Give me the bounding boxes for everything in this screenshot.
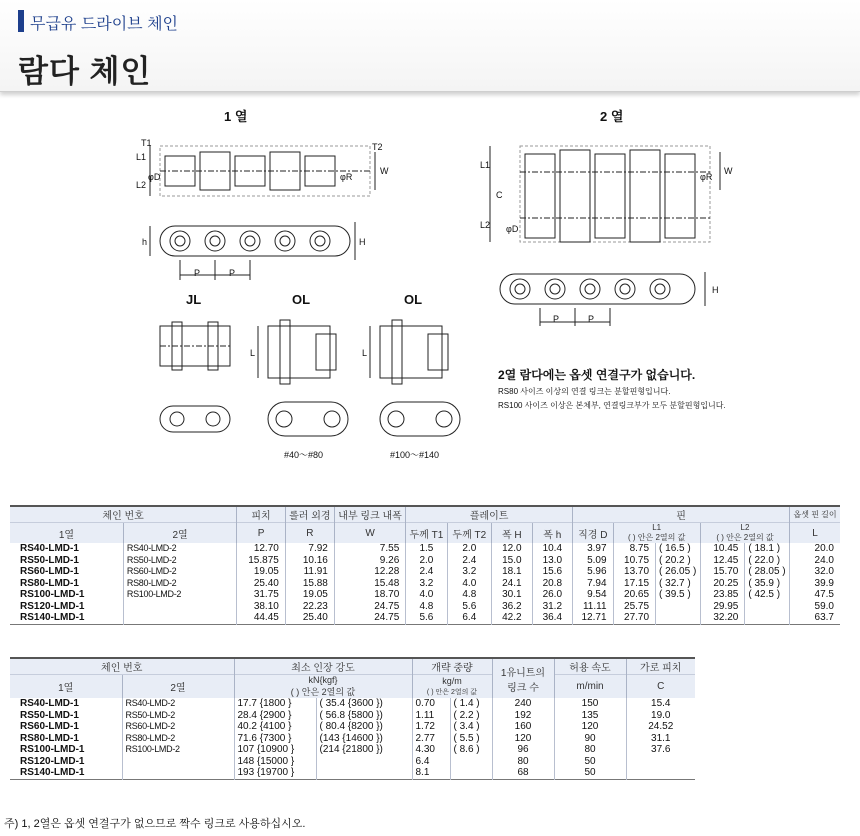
cell-c2 [122, 767, 234, 779]
ol-a-dim-l: L [250, 348, 256, 358]
cell-l1b [656, 612, 701, 624]
double-row-top-view [490, 146, 720, 242]
chain-drawings [0, 100, 860, 500]
cell-l1: 13.70 [613, 566, 656, 578]
cell-r: 22.23 [285, 601, 334, 613]
chain-diagram [0, 100, 860, 500]
pitch-header: 피치 [237, 506, 286, 523]
dim-d: φD [148, 172, 161, 182]
dim2-w: W [724, 166, 733, 176]
cell-c1: RS140-LMD-1 [20, 767, 85, 778]
cell-d: 5.09 [573, 555, 613, 567]
cell-c1: RS100-LMD-1 [20, 744, 85, 755]
cell-ts2: ( 80.4 {8200 }) [316, 721, 412, 733]
cell-c1: RS40-LMD-1 [20, 543, 79, 554]
cell-l2: 29.95 [700, 601, 745, 613]
cell-wt2: ( 1.4 ) [450, 698, 492, 710]
cell-l2b: ( 35.9 ) [745, 578, 790, 590]
cell-lk: 240 [492, 698, 554, 710]
cell-wt: 6.4 [412, 756, 450, 768]
cell-t1: 4.8 [406, 601, 447, 613]
cell-t2: 2.0 [447, 543, 492, 555]
cell-ts: 107 {10900 } [234, 744, 316, 756]
cell-t1: 1.5 [406, 543, 447, 555]
category-label: 무급유 드라이브 체인 [30, 16, 178, 33]
cell-ts: 28.4 {2900 } [234, 710, 316, 722]
cell-lk: 68 [492, 767, 554, 779]
cell-ts: 40.2 {4100 } [234, 721, 316, 733]
cell-d: 9.54 [573, 589, 613, 601]
cell-H: 18.1 [492, 566, 532, 578]
cell-l1b: ( 32.7 ) [656, 578, 701, 590]
pin-diameter-header: 직경 D [573, 523, 613, 544]
strength-row [10, 733, 695, 745]
dim-l1: L1 [136, 152, 147, 162]
cell-c2: RS40-LMD-2 [123, 543, 236, 555]
cell-cp: 15.4 [626, 698, 695, 710]
dimensions-row [10, 543, 840, 555]
cell-t1: 4.0 [406, 589, 447, 601]
cell-lk: 96 [492, 744, 554, 756]
cell-c1: RS140-LMD-1 [20, 612, 85, 623]
cross-pitch-header: 가로 피치 [626, 658, 695, 675]
dim2-h: H [712, 285, 719, 295]
strength-row [10, 710, 695, 722]
cell-l2b [745, 601, 790, 613]
cell-ts2: (143 {14600 }) [316, 733, 412, 745]
cell-t2: 5.6 [447, 601, 492, 613]
double-row-label: 2 열 [600, 109, 624, 124]
cell-l1: 17.15 [613, 578, 656, 590]
small-h-header: 폭 h [532, 523, 572, 544]
cell-l1: 27.70 [613, 612, 656, 624]
t2-header: 두께 T2 [447, 523, 492, 544]
dimensions-row [10, 555, 840, 567]
roller-header: 롤러 외경 [285, 506, 334, 523]
cell-d: 12.71 [573, 612, 613, 624]
ol-a-label: OL [292, 292, 311, 307]
cell-c1: RS100-LMD-1 [20, 589, 85, 600]
cell-w: 15.48 [334, 578, 405, 590]
dim2-p-b: P [588, 314, 595, 324]
dim2-l1: L1 [480, 160, 491, 170]
double-row-note-2: RS100 사이즈 이상은 본체부, 연결링크부가 모두 분할핀형입니다. [498, 401, 726, 410]
cell-lk: 80 [492, 756, 554, 768]
l2-symbol: L2 [740, 523, 750, 532]
cell-t2: 4.0 [447, 578, 492, 590]
cell-d: 3.97 [573, 543, 613, 555]
dim-big-h: H [359, 237, 366, 247]
dim-t1: T1 [141, 138, 152, 148]
cell-l2b: ( 42.5 ) [745, 589, 790, 601]
cell-l1: 20.65 [613, 589, 656, 601]
cell-l2b: ( 18.1 ) [745, 543, 790, 555]
dim2-c: C [496, 190, 503, 200]
cell-c1: RS80-LMD-1 [20, 732, 79, 744]
cell-l2b: ( 28.05 ) [745, 566, 790, 578]
cell-l: 20.0 [790, 543, 840, 555]
cell-ts2 [316, 767, 412, 779]
cell-c2: RS50-LMD-2 [123, 555, 236, 567]
cell-c1: RS120-LMD-1 [20, 755, 85, 767]
cross-pitch-symbol: C [626, 675, 695, 699]
cell-H: 42.2 [492, 612, 532, 624]
cell-h: 13.0 [532, 555, 572, 567]
cell-c1: RS50-LMD-1 [20, 554, 79, 566]
cell-c2: RS40-LMD-2 [122, 698, 234, 710]
strength-row [10, 744, 695, 756]
cell-p: 31.75 [237, 589, 286, 601]
page-title: 람다 체인 [18, 54, 152, 89]
page-header [0, 0, 860, 92]
cell-c2: RS100-LMD-2 [122, 744, 234, 756]
cell-t1: 5.6 [406, 612, 447, 624]
cell-l1b: ( 16.5 ) [656, 543, 701, 555]
ol-link-a-drawing [258, 320, 348, 436]
cell-d: 5.96 [573, 566, 613, 578]
cell-c1: RS40-LMD-1 [20, 698, 79, 709]
cell-wt: 1.11 [412, 710, 450, 722]
inner-symbol: W [334, 523, 405, 544]
cell-cp [626, 767, 695, 779]
cell-c2: RS60-LMD-2 [123, 566, 236, 578]
cell-wt2 [450, 767, 492, 779]
double-row-note-1: RS80 사이즈 이상의 연결 링크는 분할핀형입니다. [498, 387, 671, 396]
ol-a-caption: #40～#80 [284, 450, 324, 460]
chain-number-header: 체인 번호 [10, 506, 237, 523]
cell-l1: 25.75 [613, 601, 656, 613]
speed-unit: m/min [554, 675, 626, 699]
dimensions-header-row-1 [10, 506, 840, 523]
tensile-unit: kN{kgf} [308, 675, 338, 685]
cell-c1: RS120-LMD-1 [20, 600, 85, 612]
double-row-note-title: 2열 람다에는 옵셋 연결구가 없습니다. [498, 368, 696, 382]
dim2-r: φR [700, 172, 713, 182]
dim-r: φR [340, 172, 353, 182]
ol-b-caption: #100～#140 [390, 450, 440, 460]
l2-header [700, 523, 789, 544]
dim-w: W [380, 166, 389, 176]
cell-sp: 50 [554, 756, 626, 768]
cell-cp: 24.52 [626, 721, 695, 733]
dimensions-row [10, 612, 840, 624]
cell-wt: 4.30 [412, 744, 450, 756]
dimensions-row [10, 601, 840, 613]
speed-header: 허용 속도 [554, 658, 626, 675]
dim-p-b: P [229, 268, 236, 278]
links-header: 1유니트의 링크 수 [492, 658, 554, 698]
cell-p: 38.10 [237, 601, 286, 613]
cell-r: 19.05 [285, 589, 334, 601]
cell-H: 15.0 [492, 555, 532, 567]
dimensions-header-row-2 [10, 523, 840, 544]
cell-c1: RS60-LMD-1 [20, 721, 79, 732]
pitch-symbol: P [237, 523, 286, 544]
cell-h: 36.4 [532, 612, 572, 624]
cell-H: 12.0 [492, 543, 532, 555]
tensile-unit-header [234, 675, 412, 699]
cell-l: 32.0 [790, 566, 840, 578]
roller-symbol: R [285, 523, 334, 544]
cell-wt2: ( 5.5 ) [450, 733, 492, 745]
cell-ts2: (214 {21800 }) [316, 744, 412, 756]
cell-t1: 2.0 [406, 555, 447, 567]
cell-w: 18.70 [334, 589, 405, 601]
cell-r: 25.40 [285, 612, 334, 624]
cell-w: 24.75 [334, 612, 405, 624]
cell-h: 15.6 [532, 566, 572, 578]
cell-h: 10.4 [532, 543, 572, 555]
cell-l1: 10.75 [613, 555, 656, 567]
cell-l: 24.0 [790, 555, 840, 567]
row2-header-2: 2열 [122, 675, 234, 699]
cell-t2: 3.2 [447, 566, 492, 578]
cell-l2b: ( 22.0 ) [745, 555, 790, 567]
dim-l2: L2 [136, 180, 147, 190]
cell-wt: 1.72 [412, 721, 450, 733]
l1-symbol: L1 [652, 523, 662, 532]
footnote: 주) 1, 2열은 옵셋 연결구가 없으므로 짝수 링크로 사용하십시오. [4, 818, 306, 830]
cell-w: 24.75 [334, 601, 405, 613]
cell-lk: 160 [492, 721, 554, 733]
cell-c2: RS80-LMD-2 [123, 578, 236, 590]
strength-header-row-2 [10, 675, 695, 699]
cell-r: 10.16 [285, 555, 334, 567]
strength-row [10, 756, 695, 768]
plate-header: 플레이트 [406, 506, 573, 523]
single-row-label: 1 열 [224, 109, 248, 124]
cell-wt: 8.1 [412, 767, 450, 779]
cell-c2: RS50-LMD-2 [122, 710, 234, 722]
weight-unit: kg/m [442, 676, 462, 686]
strength-table-body [10, 698, 695, 779]
cell-sp: 150 [554, 698, 626, 710]
row1-header: 1열 [10, 523, 123, 544]
cell-l2: 12.45 [700, 555, 745, 567]
cell-l2: 32.20 [700, 612, 745, 624]
single-row-top-view [150, 146, 375, 196]
cell-sp: 135 [554, 710, 626, 722]
jl-link-drawing [160, 322, 230, 432]
l1-note: ( ) 안은 2열의 값 [628, 533, 686, 542]
cell-cp [626, 756, 695, 768]
cell-c2 [123, 601, 236, 613]
dim-t2: T2 [372, 142, 383, 152]
weight-note: ( ) 안은 2열의 값 [426, 689, 478, 696]
strength-header-row-1 [10, 658, 695, 675]
weight-header: 개략 중량 [412, 658, 492, 675]
cell-ts2: ( 56.8 {5800 }) [316, 710, 412, 722]
t1-header: 두께 T1 [406, 523, 447, 544]
cell-l1b: ( 26.05 ) [656, 566, 701, 578]
pin-header: 핀 [573, 506, 790, 523]
cell-c2: RS100-LMD-2 [123, 589, 236, 601]
cell-H: 24.1 [492, 578, 532, 590]
strength-row [10, 698, 695, 710]
cell-l1b: ( 20.2 ) [656, 555, 701, 567]
cell-sp: 80 [554, 744, 626, 756]
cell-ts: 148 {15000 } [234, 756, 316, 768]
cell-l: 47.5 [790, 589, 840, 601]
dimensions-row [10, 589, 840, 601]
cell-cp: 37.6 [626, 744, 695, 756]
double-row-side-view [500, 272, 705, 326]
cell-wt: 0.70 [412, 698, 450, 710]
cell-H: 30.1 [492, 589, 532, 601]
cell-ts: 71.6 {7300 } [234, 733, 316, 745]
l1-header [613, 523, 700, 544]
dimensions-row [10, 566, 840, 578]
cell-l2: 23.85 [700, 589, 745, 601]
cell-c2 [122, 756, 234, 768]
cell-sp: 90 [554, 733, 626, 745]
strength-row [10, 767, 695, 779]
cell-sp: 50 [554, 767, 626, 779]
cell-H: 36.2 [492, 601, 532, 613]
offset-symbol: L [790, 523, 840, 544]
strength-row [10, 721, 695, 733]
dim-p-a: P [194, 268, 201, 278]
cell-cp: 19.0 [626, 710, 695, 722]
cell-d: 11.11 [573, 601, 613, 613]
single-row-side-view [150, 222, 355, 280]
dim2-d: φD [506, 224, 519, 234]
cell-ts: 17.7 {1800 } [234, 698, 316, 710]
jl-label: JL [186, 292, 202, 307]
cell-w: 12.28 [334, 566, 405, 578]
cell-p: 15.875 [237, 555, 286, 567]
cell-c2: RS80-LMD-2 [122, 733, 234, 745]
header-accent-bar [18, 10, 24, 32]
cell-p: 44.45 [237, 612, 286, 624]
big-h-header: 폭 H [492, 523, 532, 544]
cell-ts: 193 {19700 } [234, 767, 316, 779]
cell-cp: 31.1 [626, 733, 695, 745]
cell-p: 25.40 [237, 578, 286, 590]
cell-l1b [656, 601, 701, 613]
row2-header: 2열 [123, 523, 236, 544]
cell-l2b [745, 612, 790, 624]
cell-t2: 6.4 [447, 612, 492, 624]
cell-p: 19.05 [237, 566, 286, 578]
cell-p: 12.70 [237, 543, 286, 555]
dim-h: h [142, 237, 148, 247]
cell-l2: 10.45 [700, 543, 745, 555]
cell-l1b: ( 39.5 ) [656, 589, 701, 601]
cell-ts2: ( 35.4 {3600 }) [316, 698, 412, 710]
cell-t1: 3.2 [406, 578, 447, 590]
cell-h: 26.0 [532, 589, 572, 601]
tensile-note: ( ) 안은 2열의 값 [290, 687, 356, 697]
cell-sp: 120 [554, 721, 626, 733]
dim2-p-a: P [553, 314, 560, 324]
cell-lk: 120 [492, 733, 554, 745]
cell-r: 7.92 [285, 543, 334, 555]
cell-d: 7.94 [573, 578, 613, 590]
offset-pin-header: 옵셋 핀 길이 [790, 506, 840, 523]
cell-ts2 [316, 756, 412, 768]
ol-link-b-drawing [370, 320, 460, 436]
strength-table [10, 657, 695, 780]
cell-w: 9.26 [334, 555, 405, 567]
dimensions-table-body [10, 543, 840, 624]
cell-wt2: ( 2.2 ) [450, 710, 492, 722]
cell-t1: 2.4 [406, 566, 447, 578]
cell-l: 63.7 [790, 612, 840, 624]
cell-h: 20.8 [532, 578, 572, 590]
inner-width-header: 내부 링크 내폭 [334, 506, 405, 523]
chain-number-header-2: 체인 번호 [10, 658, 234, 675]
cell-h: 31.2 [532, 601, 572, 613]
dimensions-table [10, 505, 840, 625]
cell-c1: RS80-LMD-1 [20, 577, 79, 589]
dim2-l2: L2 [480, 220, 491, 230]
cell-lk: 192 [492, 710, 554, 722]
cell-c2: RS60-LMD-2 [122, 721, 234, 733]
cell-l: 59.0 [790, 601, 840, 613]
cell-w: 7.55 [334, 543, 405, 555]
cell-c2 [123, 612, 236, 624]
l2-note: ( ) 안은 2열의 값 [716, 533, 774, 542]
cell-wt2: ( 8.6 ) [450, 744, 492, 756]
cell-l2: 15.70 [700, 566, 745, 578]
cell-wt2: ( 3.4 ) [450, 721, 492, 733]
cell-l1: 8.75 [613, 543, 656, 555]
cell-wt: 2.77 [412, 733, 450, 745]
weight-unit-header [412, 675, 492, 699]
tensile-header: 최소 인장 강도 [234, 658, 412, 675]
dimensions-row [10, 578, 840, 590]
cell-c1: RS50-LMD-1 [20, 709, 79, 721]
cell-r: 15.88 [285, 578, 334, 590]
cell-t2: 2.4 [447, 555, 492, 567]
cell-l: 39.9 [790, 578, 840, 590]
cell-wt2 [450, 756, 492, 768]
row1-header-2: 1열 [10, 675, 122, 699]
cell-l2: 20.25 [700, 578, 745, 590]
ol-b-label: OL [404, 292, 423, 307]
cell-t2: 4.8 [447, 589, 492, 601]
cell-c1: RS60-LMD-1 [20, 566, 79, 577]
cell-r: 11.91 [285, 566, 334, 578]
ol-b-dim-l: L [362, 348, 368, 358]
